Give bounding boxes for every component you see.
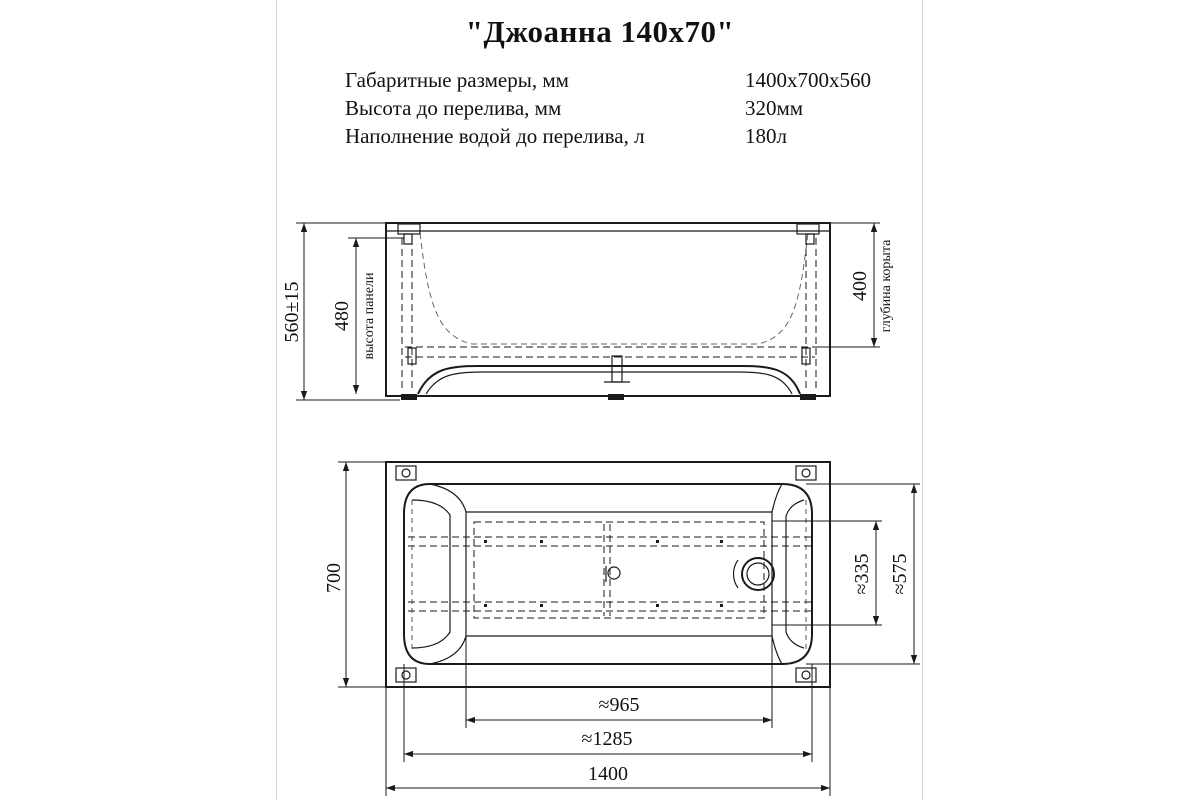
drain-icon (733, 558, 774, 590)
dim-panel-height: 480 (331, 301, 353, 331)
spec-value: 320мм (745, 96, 804, 120)
foot-end-curve (786, 500, 804, 648)
spec-value: 1400х700х560 (745, 68, 871, 92)
foot (800, 394, 816, 400)
top-bracket (797, 224, 819, 234)
slope-line (772, 636, 782, 664)
dim-height-total: 560±15 (281, 281, 303, 343)
drawing-title: "Джоанна 140х70" (465, 14, 735, 49)
corner-bracket (396, 668, 416, 682)
dim-width: 700 (323, 563, 345, 593)
panel-height-label: высота панели (362, 272, 377, 360)
dim-inner-length: ≈965 (598, 694, 640, 716)
dim-bowl-length: ≈1285 (581, 728, 633, 750)
panel-curve (418, 366, 800, 394)
tub-depth-label: глубина корыта (879, 239, 894, 333)
spec-label: Наполнение водой до перелива, л (345, 124, 645, 148)
bowl-profile (420, 233, 808, 344)
center-support-icon (606, 566, 620, 582)
bowl-bottom (466, 512, 772, 636)
slope-line (772, 484, 782, 512)
slope-line (430, 484, 466, 512)
bathtub-side-outline (386, 223, 830, 396)
center-leg (612, 356, 622, 382)
corner-bracket (796, 466, 816, 480)
panel-curve-inner (426, 372, 792, 394)
corner-bracket (796, 668, 816, 682)
dim-tub-depth: 400 (849, 271, 871, 301)
top-view (323, 462, 920, 796)
spec-label: Высота до перелива, мм (345, 96, 562, 120)
foot (608, 394, 624, 400)
dim-length: 1400 (588, 763, 628, 785)
bracket-stem (404, 234, 412, 244)
side-view (281, 223, 894, 400)
headrest-curve (412, 500, 450, 648)
top-bracket (398, 224, 420, 234)
spec-value: 180л (745, 124, 787, 148)
corner-bracket (396, 466, 416, 480)
slope-line (430, 636, 466, 664)
dim-bowl-width: ≈575 (889, 553, 911, 595)
dim-inner-width: ≈335 (851, 553, 873, 595)
foot (401, 394, 417, 400)
spec-label: Габаритные размеры, мм (345, 68, 569, 92)
